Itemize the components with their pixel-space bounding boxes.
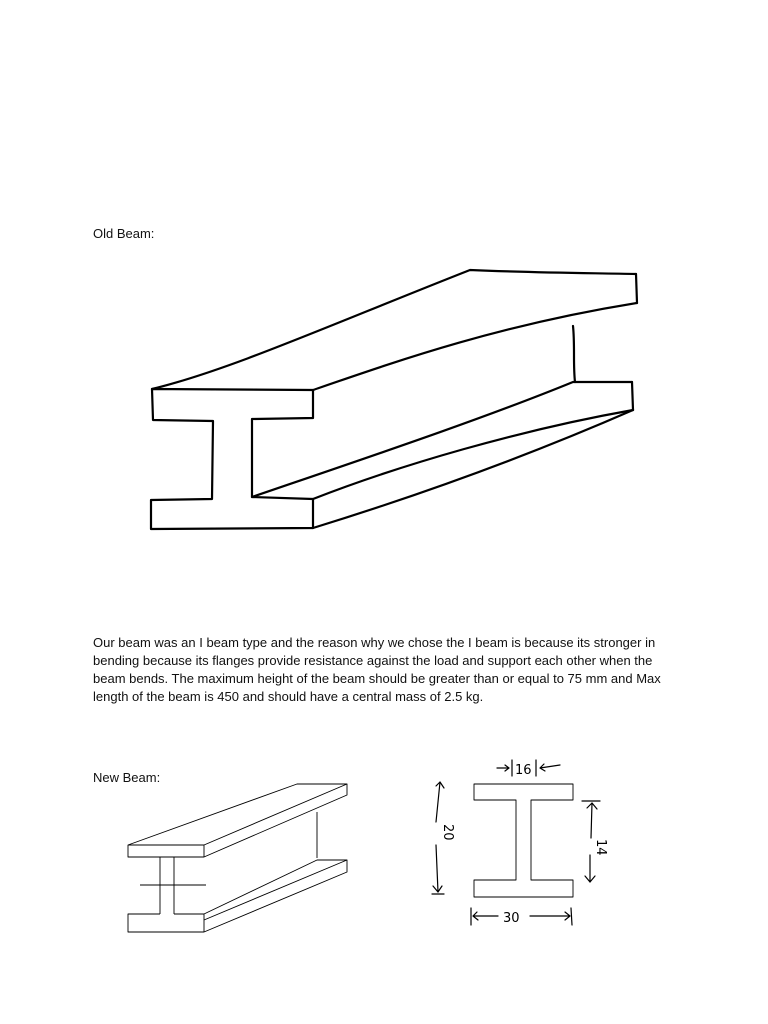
- web-thickness-value: 16: [515, 763, 532, 778]
- overall-height-value: 20: [440, 824, 455, 841]
- description-line: bending because its flanges provide resistance against the load and support each other when the: [93, 653, 653, 668]
- description-line: Our beam was an I beam type and the reason why we chose the I beam is because its stronger in: [93, 635, 656, 650]
- cross-section-profile: [474, 784, 573, 897]
- description-line: beam bends. The maximum height of the beam should be greater than or equal to 75 mm and Max: [93, 671, 661, 686]
- new-beam-label: New Beam:: [93, 770, 161, 785]
- web-height-value: 14: [593, 839, 608, 856]
- web-height-dimension: [582, 801, 608, 882]
- description-line: length of the beam is 450 and should have a central mass of 2.5 kg.: [93, 689, 484, 704]
- old-beam-label: Old Beam:: [93, 226, 155, 241]
- flange-width-value: 30: [503, 911, 520, 926]
- flange-width-dimension: [471, 908, 572, 926]
- web-thickness-dimension: [497, 760, 560, 778]
- overall-height-dimension: [432, 782, 455, 894]
